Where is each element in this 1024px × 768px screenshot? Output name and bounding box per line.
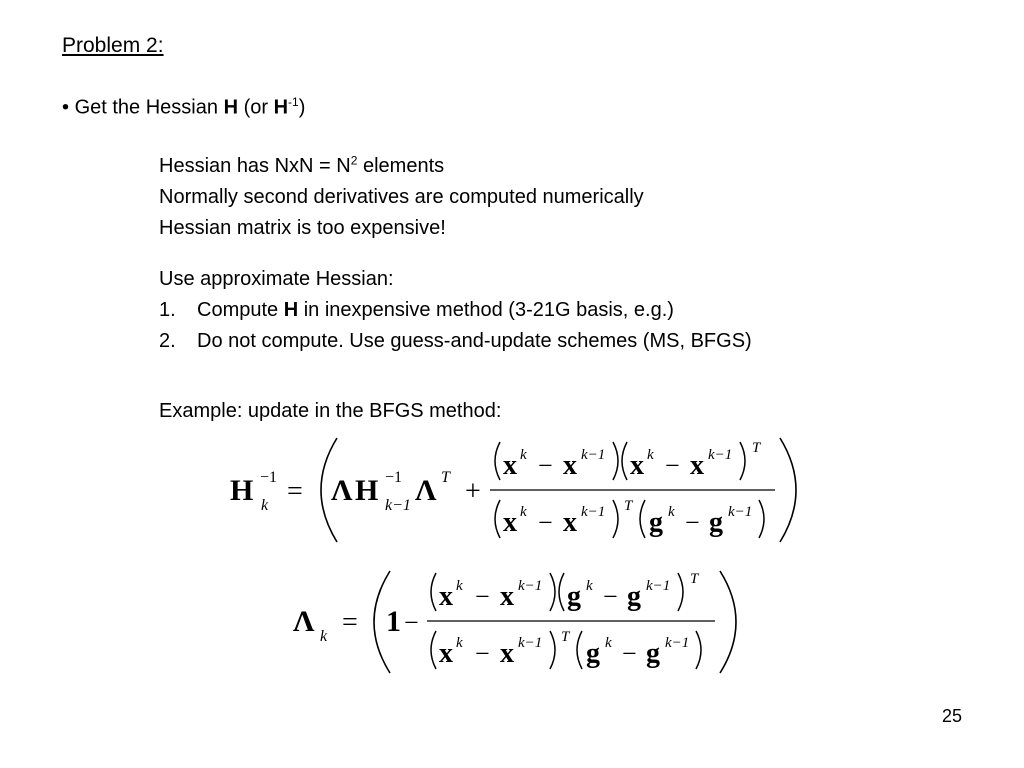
eq2-den-g2-sup: k−1 [665, 635, 690, 651]
eq1-num-paren1-r [613, 442, 618, 480]
eq1-num-x1: x [503, 450, 517, 481]
eq1-h2: H [355, 474, 379, 507]
eq2-den-paren2-r [696, 631, 701, 669]
eq2-den-paren1-l [431, 631, 436, 669]
eq1-den-g2: g [709, 507, 723, 538]
eq1-den-g1: g [649, 507, 663, 538]
eq2-den-paren2-l [577, 631, 582, 669]
bfgs-update-equation [225, 430, 805, 550]
eq2-num-x2: x [500, 581, 514, 612]
eq1-den-paren2-r [759, 500, 764, 538]
eq2-num-sup-t: T [690, 571, 699, 587]
eq1-num-x3: x [630, 450, 644, 481]
eq2-num-paren2-r [678, 573, 683, 611]
eq2-num-x1: x [439, 581, 453, 612]
eq1-h2-sup: −1 [385, 469, 403, 486]
eq1-num-x2: x [563, 450, 577, 481]
bullet-text-c: ) [298, 96, 306, 119]
bullet-text-b: (or [243, 96, 269, 119]
eq1-lambda: Λ [331, 474, 353, 507]
bullet-h: H [223, 96, 239, 119]
eq1-num-minus1: − [538, 451, 553, 480]
eq2-den-x2: x [500, 638, 514, 669]
eq1-den-paren2-l [640, 500, 645, 538]
eq1-den-x1-sup: k [520, 504, 527, 520]
eq2-den-g1: g [586, 638, 600, 669]
list-item-1-a: Compute [197, 299, 279, 321]
approx-hessian-list [159, 264, 752, 357]
bullet-sup: -1 [288, 95, 299, 109]
eq2-lambda-sub: k [320, 628, 328, 645]
eq2-equals: = [342, 607, 358, 638]
eq2-rparen [720, 571, 736, 673]
eq1-plus: + [465, 476, 481, 507]
hessian-notes [159, 151, 644, 244]
eq1-den-x2: x [563, 507, 577, 538]
eq2-den-minus2: − [622, 639, 637, 668]
eq2-one: 1 [386, 605, 401, 638]
eq2-num-paren1-r [550, 573, 555, 611]
list-item-1-b: in inexpensive method (3-21G basis, e.g.) [303, 299, 674, 321]
eq2-num-g1: g [567, 581, 581, 612]
note-line-1-b: elements [357, 155, 445, 177]
lambda-equation [290, 565, 740, 680]
eq1-num-x3-sup: k [647, 447, 654, 463]
eq1-den-minus1: − [538, 508, 553, 537]
eq2-num-minus2: − [603, 582, 618, 611]
eq1-den-minus2: − [685, 508, 700, 537]
eq2-num-paren1-l [431, 573, 436, 611]
list-item-1-h: H [283, 299, 299, 321]
eq2-num-paren2-l [559, 573, 564, 611]
eq1-num-x1-sup: k [520, 447, 527, 463]
eq1-lambda2: Λ [415, 474, 437, 507]
eq1-h-sup: −1 [260, 469, 278, 486]
eq2-den-x1-sup: k [456, 635, 463, 651]
eq2-den-sup-t: T [561, 629, 570, 645]
eq1-den-paren1-l [495, 500, 500, 538]
eq2-den-minus1: − [475, 639, 490, 668]
eq1-h-sub: k [261, 497, 269, 514]
eq2-lambda: Λ [293, 605, 315, 638]
bullet-get-hessian [62, 95, 305, 120]
bullet-marker: • [62, 96, 70, 119]
eq2-den-g2: g [646, 638, 660, 669]
eq1-rparen [780, 438, 796, 542]
eq1-den-x2-sup: k−1 [581, 504, 606, 520]
note-line-1-a: Hessian has NxN = N [159, 155, 351, 177]
eq1-num-x4-sup: k−1 [708, 447, 733, 463]
eq2-num-g2: g [627, 581, 641, 612]
list-item-2-num: 2. [159, 330, 176, 352]
approx-intro: Use approximate Hessian: [159, 268, 394, 290]
eq1-den-x1: x [503, 507, 517, 538]
bullet-text-a: Get the Hessian [74, 96, 218, 119]
eq2-den-x2-sup: k−1 [518, 635, 543, 651]
eq1-num-paren2-l [622, 442, 627, 480]
eq1-equals: = [287, 476, 303, 507]
list-item-1-num: 1. [159, 299, 176, 321]
eq2-num-g1-sup: k [586, 578, 593, 594]
note-line-1 [159, 151, 644, 182]
slide-title: Problem 2: [62, 34, 164, 57]
eq1-num-x2-sup: k−1 [581, 447, 606, 463]
eq1-lambda2-sup: T [441, 469, 450, 486]
eq2-num-x1-sup: k [456, 578, 463, 594]
eq2-num-x2-sup: k−1 [518, 578, 543, 594]
eq2-den-paren1-r [550, 631, 555, 669]
eq1-num-x4: x [690, 450, 704, 481]
list-item-2-text: Do not compute. Use guess-and-update schemes (MS, BFGS) [197, 330, 752, 352]
eq1-num-sup-t: T [752, 440, 761, 456]
eq1-h: H [230, 474, 254, 507]
eq1-den-paren1-r [613, 500, 618, 538]
eq2-den-x1: x [439, 638, 453, 669]
example-label: Example: update in the BFGS method: [159, 400, 502, 422]
eq2-minus: − [404, 608, 419, 637]
list-item-1 [159, 295, 752, 326]
eq1-den-g2-sup: k−1 [728, 504, 753, 520]
eq1-num-paren2-r [740, 442, 745, 480]
eq1-den-g1-sup: k [668, 504, 675, 520]
eq1-num-paren1-l [495, 442, 500, 480]
eq1-h2-sub: k−1 [385, 497, 411, 514]
note-line-2: Normally second derivatives are computed numerically [159, 186, 644, 208]
eq2-den-g1-sup: k [605, 635, 612, 651]
eq2-num-g2-sup: k−1 [646, 578, 671, 594]
list-item-2 [159, 326, 752, 357]
eq2-num-minus1: − [475, 582, 490, 611]
page-number: 25 [941, 706, 962, 726]
eq1-den-sup-t: T [624, 498, 633, 514]
bullet-h2: H [273, 96, 289, 119]
eq1-num-minus2: − [665, 451, 680, 480]
note-line-1-sup: 2 [350, 153, 358, 168]
note-line-3: Hessian matrix is too expensive! [159, 217, 446, 239]
